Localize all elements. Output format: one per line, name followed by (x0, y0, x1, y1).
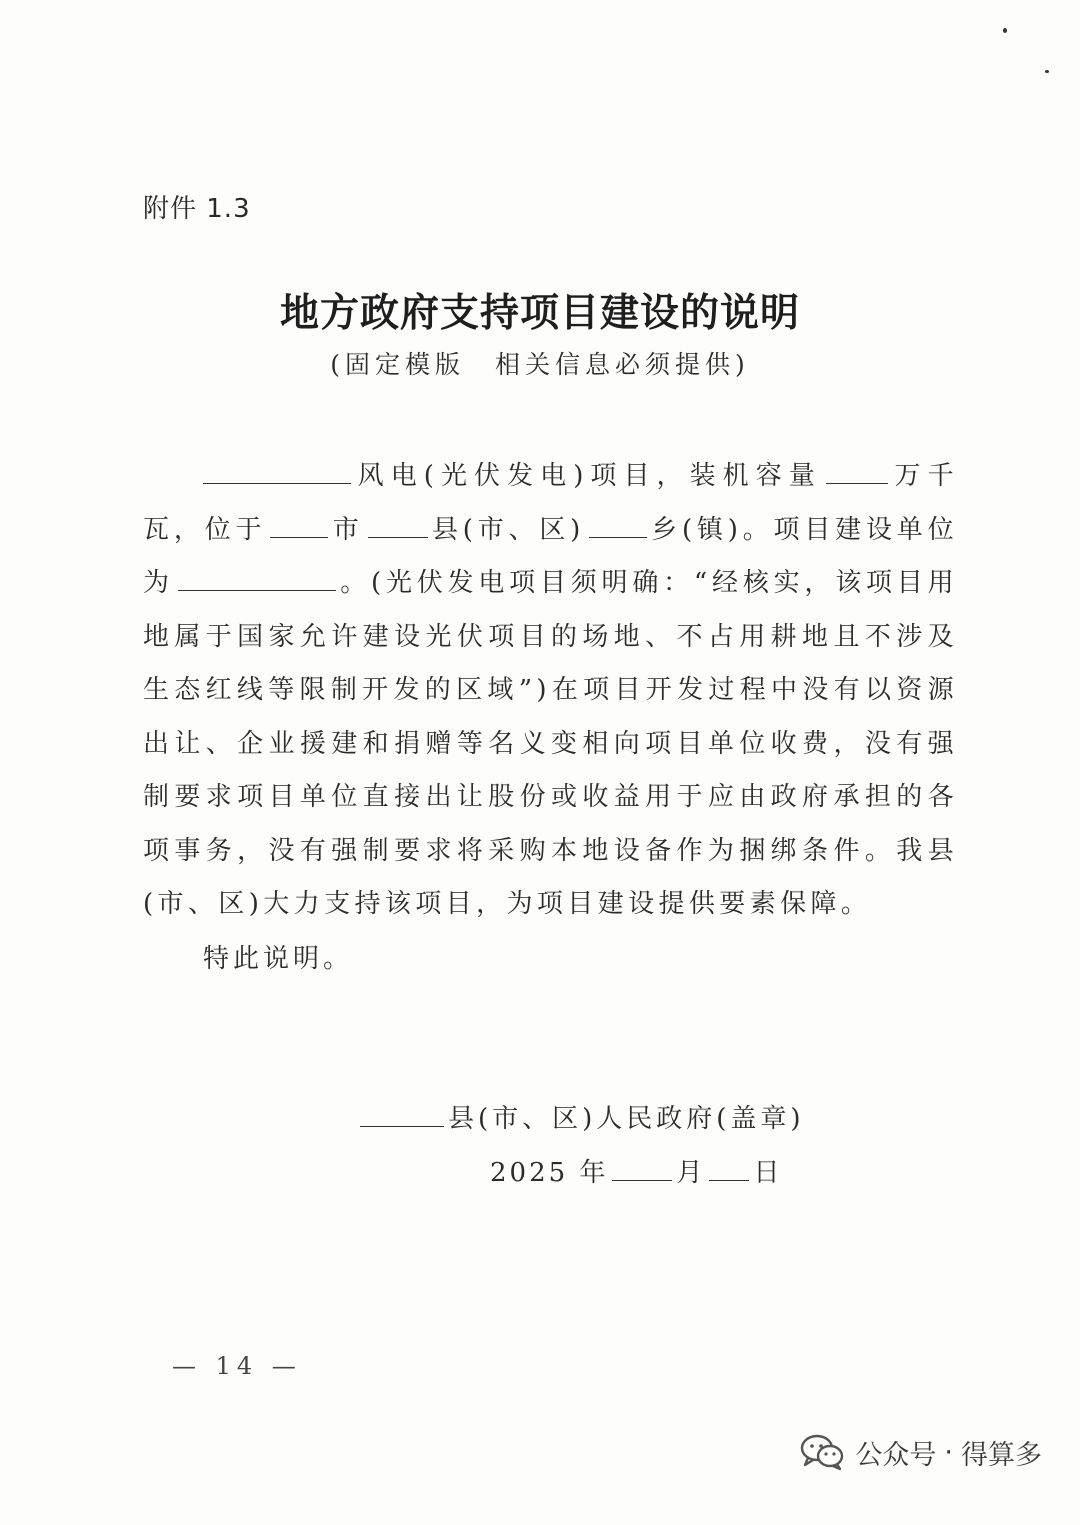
date-year: 2025 年 (490, 1158, 609, 1188)
watermark (799, 1432, 1042, 1472)
signature-text: 县(市、区)人民政府(盖章) (448, 1104, 805, 1134)
document-subtitle: (固定模版 相关信息必须提供) (330, 350, 750, 379)
township-blank (589, 515, 647, 538)
attachment-label: 附件 1.3 (143, 194, 251, 224)
paragraph-segment: 风电(光伏发电)项目，装机容量 (355, 461, 822, 491)
project-name-blank (203, 461, 351, 484)
date-line (490, 1152, 782, 1189)
paragraph-segment: 市 (332, 514, 364, 545)
paragraph-segment: 县(市、区) (431, 514, 585, 545)
page-number: — 14 — (172, 1352, 302, 1380)
signature-line (360, 1098, 805, 1135)
watermark-separator: · (944, 1436, 953, 1468)
paragraph-segment: 万千瓦，位于 (143, 461, 958, 545)
date-month: 月 (676, 1158, 706, 1188)
city-blank (270, 515, 328, 538)
scan-speck (1003, 28, 1007, 33)
county-blank (368, 515, 428, 538)
watermark-prefix: 公众号 (855, 1439, 937, 1471)
watermark-name: 得算多 (961, 1439, 1042, 1471)
builder-blank (178, 568, 336, 591)
document-title: 地方政府支持项目建设的说明 (279, 290, 800, 336)
scan-speck (1045, 70, 1049, 73)
day-blank (709, 1158, 749, 1181)
paragraph-segment: 乡(镇)。项目建设单位为 (143, 514, 959, 598)
paragraph-segment: 。(光伏发电项目须明确：“经核实，该项目用地属于国家允许建设光伏项目的场地、不占用耕地且不涉及生态红线等限制开发的区域”)在项目开发过程中没有以资源出让、企业援建和捐赠等名义变相向项目单位收费，没有强制要求项目单位直接出让股份或收益用于应由政府承担的各项事务，没有强制要求将采购本地设备作为捆绑条件。我县(市、区)大力支持该项目，为项目建设提供要素保障。 (143, 568, 959, 919)
body-paragraph (143, 450, 958, 932)
closing-statement: 特此说明。 (203, 944, 354, 974)
county-name-blank (360, 1104, 444, 1127)
wechat-icon (799, 1432, 847, 1472)
date-day: 日 (753, 1158, 783, 1188)
month-blank (612, 1158, 672, 1181)
capacity-blank (826, 461, 888, 484)
